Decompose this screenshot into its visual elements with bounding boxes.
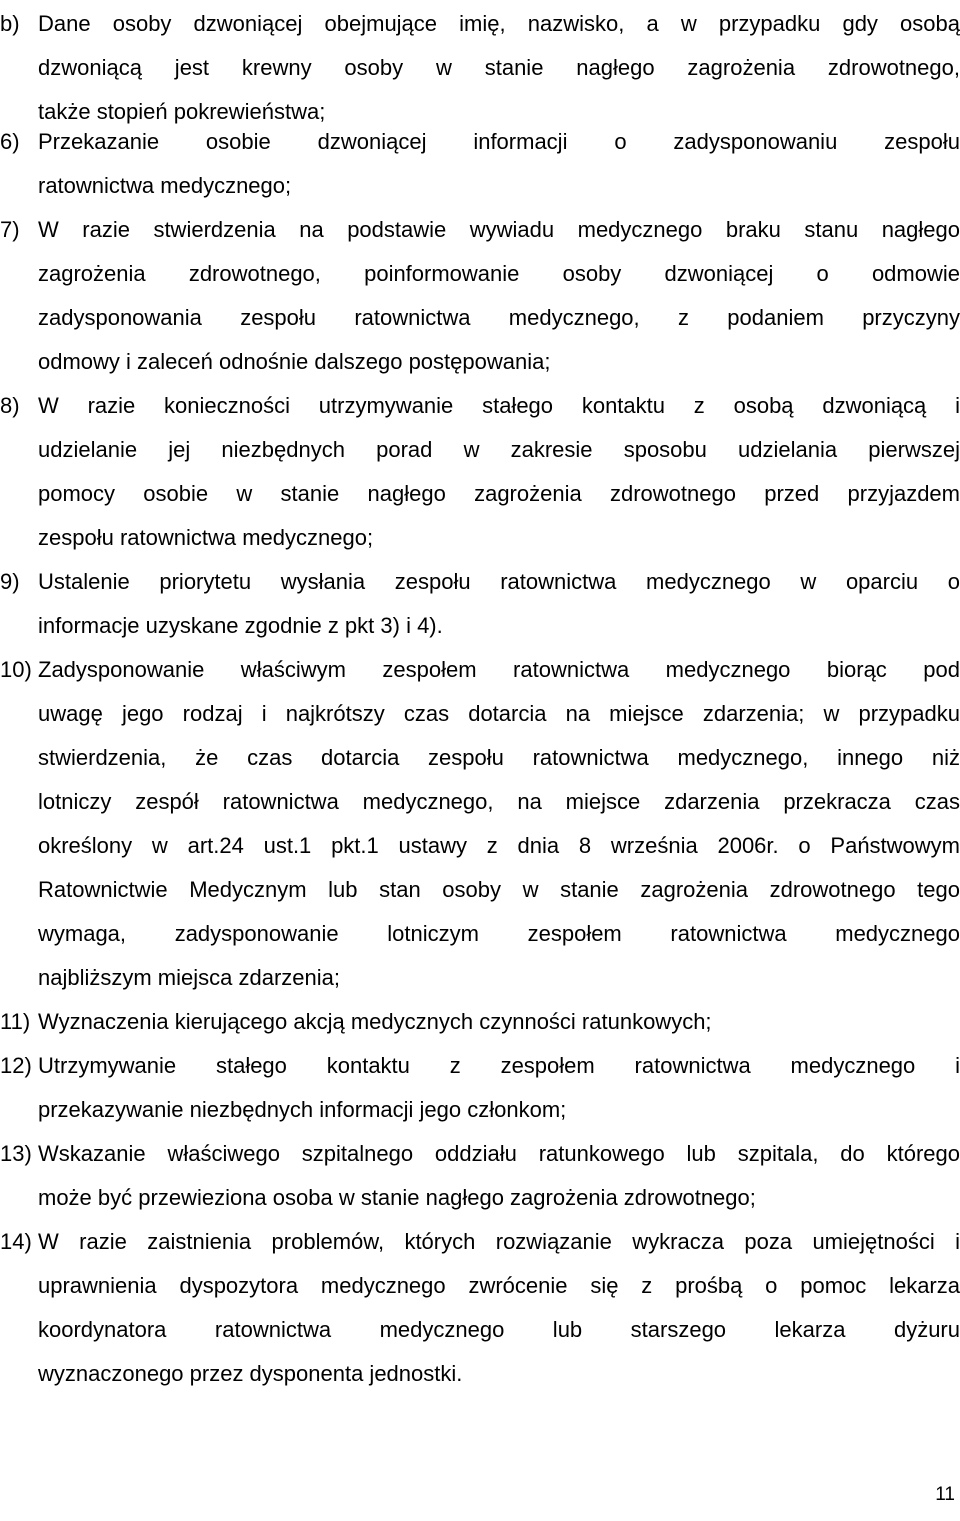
text-line: [0, 97, 960, 127]
list-marker: 14): [0, 1229, 32, 1254]
list-marker: 12): [0, 1053, 32, 1078]
text-line: [0, 655, 960, 685]
text-line: [0, 963, 960, 993]
text-line: [0, 9, 960, 39]
line-text: uwagę jego rodzaj i najkrótszy czas dotarcia na miejsce zdarzenia; w przypadku: [38, 701, 960, 726]
line-text: W razie zaistnienia problemów, których rozwiązanie wykracza poza umiejętności i: [38, 1229, 960, 1254]
line-text: określony w art.24 ust.1 pkt.1 ustawy z dnia 8 września 2006r. o Państwowym: [38, 833, 960, 858]
text-line: [0, 391, 960, 421]
text-line: [0, 611, 960, 641]
list-marker: 10): [0, 657, 32, 682]
line-text: ratownictwa medycznego;: [38, 173, 292, 198]
list-marker: 6): [0, 129, 20, 154]
line-text: uprawnienia dyspozytora medycznego zwrócenie się z prośbą o pomoc lekarza: [38, 1273, 960, 1298]
line-text: Zadysponowanie właściwym zespołem ratownictwa medycznego biorąc pod: [38, 657, 960, 682]
text-line: [0, 1007, 960, 1037]
text-line: [0, 1051, 960, 1081]
page-number: 11: [935, 1484, 955, 1505]
text-line: [0, 831, 960, 861]
list-marker: 13): [0, 1141, 32, 1166]
line-text: Ratownictwie Medycznym lub stan osoby w stanie zagrożenia zdrowotnego tego: [38, 877, 960, 902]
list-marker: 9): [0, 569, 20, 594]
text-line: [0, 479, 960, 509]
line-text: lotniczy zespół ratownictwa medycznego, na miejsce zdarzenia przekracza czas: [38, 789, 960, 814]
text-line: [0, 435, 960, 465]
line-text: zespołu ratownictwa medycznego;: [38, 525, 374, 550]
text-line: [0, 1227, 960, 1257]
line-text: Utrzymywanie stałego kontaktu z zespołem ratownictwa medycznego i: [38, 1053, 960, 1078]
line-text: W razie konieczności utrzymywanie stałego kontaktu z osobą dzwoniącą i: [38, 393, 960, 418]
text-line: [0, 919, 960, 949]
text-line: [0, 1139, 960, 1169]
text-line: [0, 523, 960, 553]
text-line: [0, 699, 960, 729]
text-line: [0, 1271, 960, 1301]
list-marker: 7): [0, 217, 20, 242]
line-text: koordynatora ratownictwa medycznego lub starszego lekarza dyżuru: [38, 1317, 960, 1342]
line-text: Ustalenie priorytetu wysłania zespołu ratownictwa medycznego w oparciu o: [38, 569, 960, 594]
text-line: [0, 303, 960, 333]
text-line: [0, 875, 960, 905]
list-marker: 8): [0, 393, 20, 418]
text-line: [0, 127, 960, 157]
line-text: Dane osoby dzwoniącej obejmujące imię, nazwisko, a w przypadku gdy osobą: [38, 11, 960, 36]
text-line: [0, 787, 960, 817]
text-line: [0, 215, 960, 245]
line-text: Przekazanie osobie dzwoniącej informacji o zadysponowaniu zespołu: [38, 129, 960, 154]
text-line: [0, 1095, 960, 1125]
text-line: [0, 171, 960, 201]
text-line: [0, 259, 960, 289]
line-text: stwierdzenia, że czas dotarcia zespołu ratownictwa medycznego, innego niż: [38, 745, 960, 770]
text-line: [0, 1315, 960, 1345]
line-text: Wyznaczenia kierującego akcją medycznych czynności ratunkowych;: [38, 1009, 712, 1034]
text-line: [0, 53, 960, 83]
line-text: przekazywanie niezbędnych informacji jego członkom;: [38, 1097, 567, 1122]
line-text: może być przewieziona osoba w stanie nagłego zagrożenia zdrowotnego;: [38, 1185, 756, 1210]
line-text: wymaga, zadysponowanie lotniczym zespołem ratownictwa medycznego: [38, 921, 960, 946]
line-text: dzwoniącą jest krewny osoby w stanie nagłego zagrożenia zdrowotnego,: [38, 55, 960, 80]
line-text: zadysponowania zespołu ratownictwa medycznego, z podaniem przyczyny: [38, 305, 960, 330]
line-text: najbliższym miejsca zdarzenia;: [38, 965, 340, 990]
line-text: także stopień pokrewieństwa;: [38, 99, 326, 124]
text-line: [0, 567, 960, 597]
text-line: [0, 347, 960, 377]
line-text: udzielanie jej niezbędnych porad w zakresie sposobu udzielania pierwszej: [38, 437, 960, 462]
line-text: W razie stwierdzenia na podstawie wywiadu medycznego braku stanu nagłego: [38, 217, 960, 242]
line-text: pomocy osobie w stanie nagłego zagrożenia zdrowotnego przed przyjazdem: [38, 481, 960, 506]
text-line: [0, 1183, 960, 1213]
list-marker: b): [0, 11, 20, 36]
line-text: zagrożenia zdrowotnego, poinformowanie osoby dzwoniącej o odmowie: [38, 261, 960, 286]
line-text: informacje uzyskane zgodnie z pkt 3) i 4).: [38, 613, 443, 638]
text-line: [0, 1359, 960, 1389]
line-text: Wskazanie właściwego szpitalnego oddziału ratunkowego lub szpitala, do którego: [38, 1141, 960, 1166]
text-line: [0, 743, 960, 773]
line-text: wyznaczonego przez dysponenta jednostki.: [38, 1361, 463, 1386]
line-text: odmowy i zaleceń odnośnie dalszego postępowania;: [38, 349, 551, 374]
list-marker: 11): [0, 1009, 31, 1034]
